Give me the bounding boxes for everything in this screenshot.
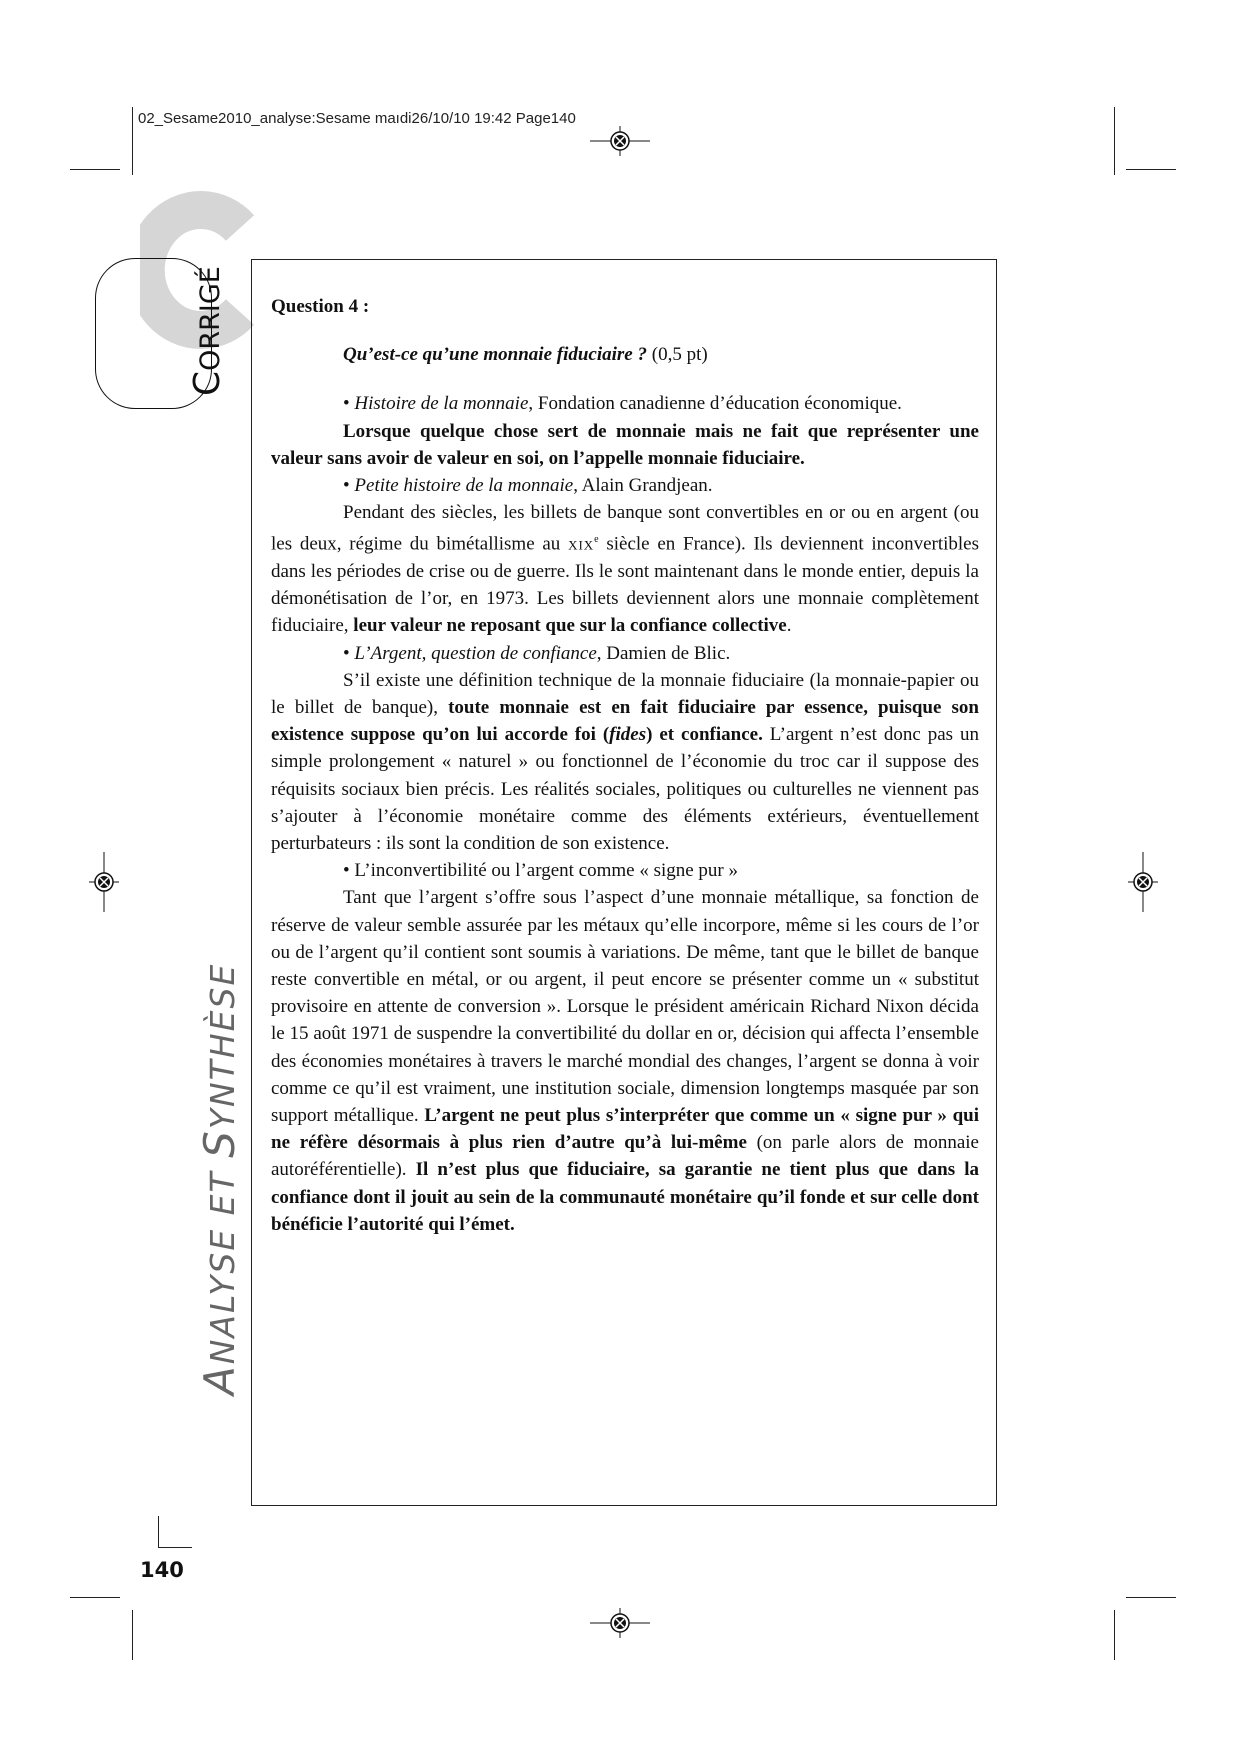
bold-text: leur valeur ne reposant que sur la confiance collective	[353, 615, 787, 637]
crop-mark	[132, 1610, 133, 1660]
source-author: , Fondation canadienne d’éducation économique.	[528, 393, 902, 415]
title-part: NALYSE ET	[203, 1157, 242, 1365]
registration-mark-icon	[590, 1608, 650, 1638]
bold-text: Il n’est plus que fiduciaire, sa garantie ne tient plus que dans la confiance dont il jouit au sein de la communauté monétaire qu’il fonde et sur celle dont bénéficie l’autorité qui l’émet.	[271, 1159, 979, 1235]
source-4: • L’inconvertibilité ou l’argent comme « signe pur »	[343, 860, 739, 882]
title-initial-a: A	[195, 1364, 244, 1395]
section-label-rest: ORRIGÉ	[195, 266, 226, 371]
text: (on parle alors de monnaie autoréférentielle).	[271, 1132, 979, 1181]
text: Tant que l’argent s’offre sous l’aspect d’une monnaie métallique, sa fonction de réserve de valeur semble assurée par les métaux qu’elle incorpore, même si les cours de l’or ou de l’argent qu’il contient sont soumis à variations. De même, tant que le billet de banque reste convertible en métal, or ou argent, il peut encore se présenter comme un « substitut provisoire en attente de conversion ». Lorsque le président américain Richard Nixon décida le 15 août 1971 de suspendre la convertibilité du dollar en or, décision qui affecta l’ensemble des économies monétaires à travers le marché mondial des changes, l’argent se donna à voir comme ce qu’il est vraiment, une institution sociale, dimension longtemps masquée par son support métallique.	[271, 887, 979, 1127]
title-initial-s: S	[195, 1129, 244, 1158]
century: xix	[568, 533, 595, 555]
source-title: Histoire de la monnaie	[354, 393, 529, 415]
source-title: Petite histoire de la monnaie	[354, 475, 574, 497]
print-slug: 02_Sesame2010_analyse:Sesame maıdi26/10/10 19:42 Page140	[138, 110, 576, 127]
answer-content	[271, 293, 979, 1238]
vertical-section-title	[195, 963, 244, 1395]
question-line	[271, 341, 979, 368]
crop-mark	[1114, 1610, 1115, 1660]
registration-mark-icon	[89, 852, 119, 912]
paragraph	[271, 418, 979, 472]
text: Pendant des siècles, les billets de banque sont convertibles en or ou en argent (ou les deux, régime du bimétallisme au	[271, 502, 979, 555]
title-part-end: YNTHÈSE	[203, 962, 242, 1130]
paragraph	[271, 884, 979, 1238]
page-mark-vertical	[158, 1516, 159, 1548]
bold-text: L’argent ne peut plus s’interpréter que comme un « signe pur » qui ne réfère désormais à plus rien d’autre qu’à lui-même	[271, 1105, 979, 1154]
bold-text: ) et confiance.	[646, 724, 763, 746]
source-author: , Alain Grandjean.	[573, 475, 713, 497]
bold-text: toute monnaie est en fait fiduciaire par essence, puisque son existence suppose qu’on lui accorde foi (	[271, 696, 980, 746]
crop-mark	[70, 169, 120, 170]
source-title: L’Argent, question de confiance	[354, 642, 597, 664]
registration-mark-icon	[1128, 852, 1158, 912]
text: S’il existe une définition technique de la monnaie fiduciaire (la monnaie-papier ou le billet de banque),	[271, 669, 979, 718]
text: L’argent n’est donc pas un simple prolongement « naturel » ou fonctionnel de l’économie du troc car il suppose des réquisits sociaux bien précis. Les réalités sociales, politiques ou culturelles ne viennent pas s’ajouter à l’économie monétaire comme des éléments extérieurs, éventuellement perturbateurs : ils sont la condition de son existence.	[271, 724, 979, 854]
text: siècle en France). Ils deviennent inconvertibles dans les périodes de crise ou de guerre. Ils le sont maintenant dans le monde entier, depuis la démonétisation de l’or, en 1973. Les billets deviennent alors une monnaie complètement fiduciaire,	[271, 533, 980, 637]
source-2: • Petite histoire de la monnaie, Alain Grandjean.	[343, 475, 713, 497]
registration-mark-icon	[590, 126, 650, 156]
page-mark-horizontal	[158, 1547, 192, 1548]
question-text: Qu’est-ce qu’une monnaie fiduciaire ?	[343, 344, 647, 366]
crop-mark	[1114, 107, 1115, 175]
bold-italic-text: fides	[609, 724, 647, 746]
question-heading: Question 4 :	[271, 296, 370, 317]
bold-text: Lorsque quelque chose sert de monnaie mais ne fait que représenter une valeur sans avoir de valeur en soi, on l’appelle monnaie fiduciaire.	[271, 420, 979, 469]
crop-mark	[70, 1597, 120, 1598]
paragraph	[271, 667, 979, 857]
page-number: 140	[140, 1558, 184, 1582]
source-1: • Histoire de la monnaie, Fondation canadienne d’éducation économique.	[343, 393, 902, 415]
source-3: • L’Argent, question de confiance, Damien de Blic.	[343, 642, 731, 664]
source-author: , Damien de Blic.	[596, 642, 731, 664]
paragraph	[271, 499, 979, 639]
text: .	[786, 615, 792, 637]
crop-mark	[1126, 1597, 1176, 1598]
superscript: e	[594, 534, 599, 546]
question-points: (0,5 pt)	[647, 344, 708, 366]
crop-mark	[1126, 169, 1176, 170]
section-label-initial: C	[187, 370, 228, 396]
crop-mark	[132, 107, 133, 175]
section-label	[187, 266, 228, 396]
